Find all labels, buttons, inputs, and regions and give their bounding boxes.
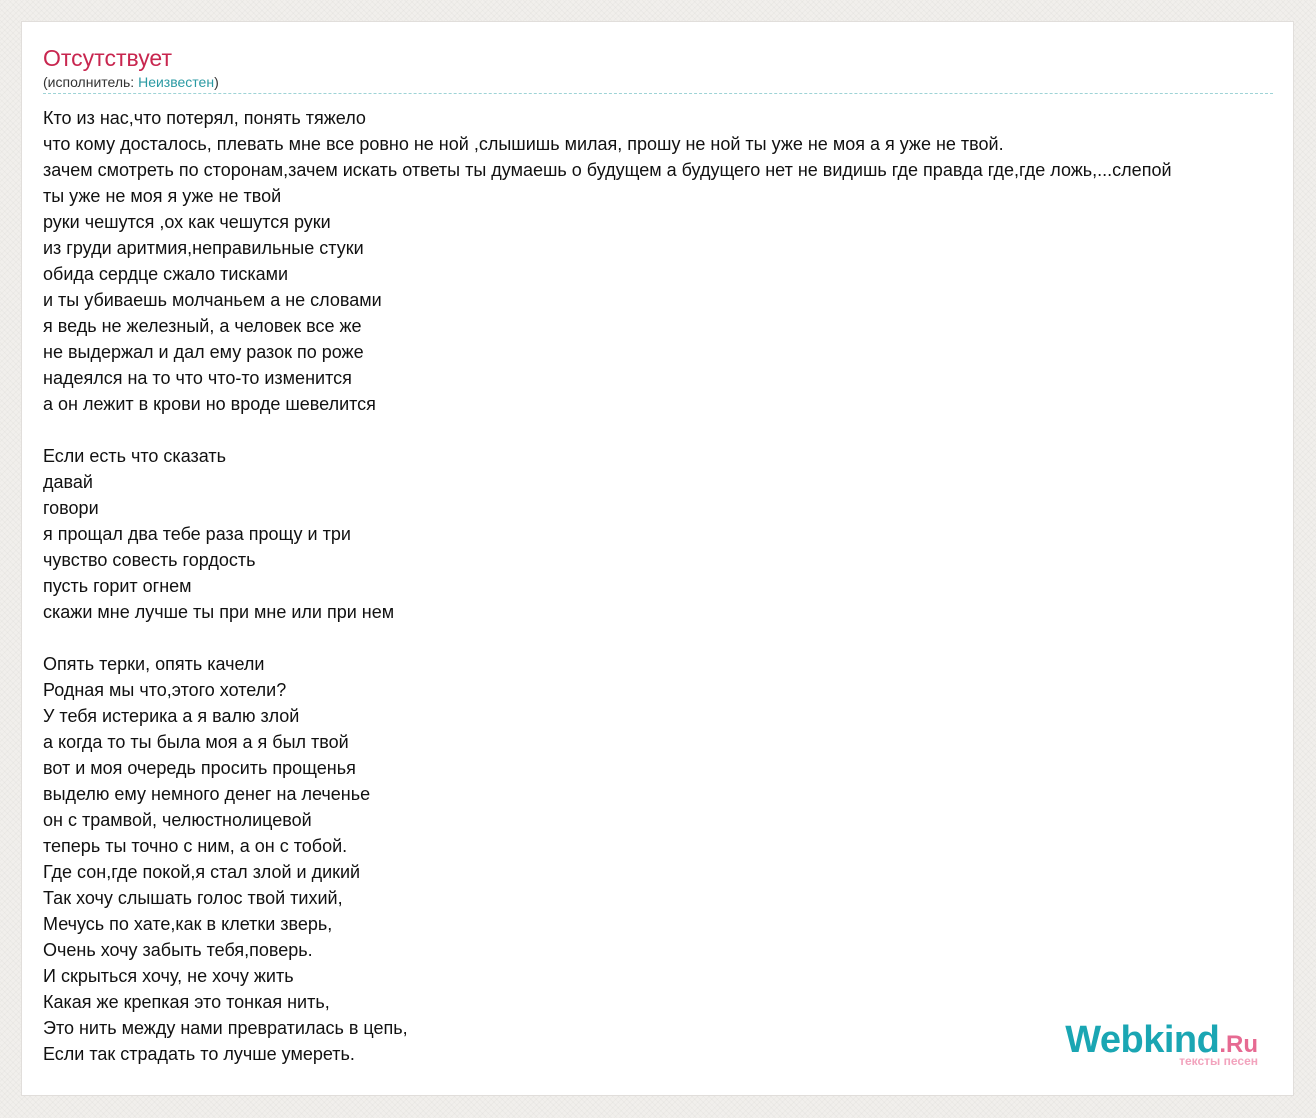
- lyric-line: пусть горит огнем: [43, 576, 192, 596]
- site-logo[interactable]: [1065, 1019, 1258, 1068]
- song-title: Отсутствует: [43, 45, 172, 71]
- lyric-line: Если так страдать то лучше умереть.: [43, 1044, 355, 1064]
- lyric-line: Так хочу слышать голос твой тихий,: [43, 888, 343, 908]
- lyrics-stanza: [43, 443, 1294, 625]
- lyric-line: чувство совесть гордость: [43, 550, 256, 570]
- lyric-line: Где сон,где покой,я стал злой и дикий: [43, 862, 361, 882]
- artist-prefix: (исполнитель:: [43, 74, 139, 90]
- lyric-line: а он лежит в крови но вроде шевелится: [43, 394, 376, 414]
- lyric-line: из груди аритмия,неправильные стуки: [43, 238, 364, 258]
- artist-suffix: ): [214, 74, 219, 90]
- lyric-line: давай: [43, 472, 93, 492]
- lyric-line: выделю ему немного денег на леченье: [43, 784, 371, 804]
- lyric-line: Это нить между нами превратилась в цепь,: [43, 1018, 408, 1038]
- lyrics-text: [43, 105, 1294, 1093]
- lyric-line: обида сердце сжало тисками: [43, 264, 289, 284]
- lyric-line: скажи мне лучше ты при мне или при нем: [43, 602, 395, 622]
- lyric-line: Опять терки, опять качели: [43, 654, 265, 674]
- lyric-line: Кто из нас,что потерял, понять тяжело: [43, 108, 366, 128]
- lyric-line: Родная мы что,этого хотели?: [43, 680, 287, 700]
- lyric-line: он с трамвой, челюстнолицевой: [43, 810, 312, 830]
- logo-domain-suffix: .Ru: [1219, 1031, 1258, 1058]
- lyrics-card: [21, 21, 1294, 1096]
- artist-link[interactable]: Неизвестен: [138, 74, 215, 90]
- lyric-line: вот и моя очередь просить прощенья: [43, 758, 356, 778]
- lyric-line: говори: [43, 498, 99, 518]
- lyric-line: что кому досталось, плевать мне все ровно не ной ,слышишь милая, прошу не ной ты уже не моя а я уже не твой.: [43, 134, 1004, 154]
- lyric-line: Мечусь по хате,как в клетки зверь,: [43, 914, 333, 934]
- lyric-line: У тебя истерика а я валю злой: [43, 706, 300, 726]
- logo-tagline: тексты песен: [1179, 1054, 1258, 1068]
- lyric-line: Очень хочу забыть тебя,поверь.: [43, 940, 313, 960]
- lyric-line: Если есть что сказать: [43, 446, 226, 466]
- lyric-line: теперь ты точно с ним, а он с тобой.: [43, 836, 348, 856]
- lyric-line: и ты убиваешь молчаньем а не словами: [43, 290, 382, 310]
- artist-line: [43, 73, 219, 91]
- lyric-line: я прощал два тебе раза прощу и три: [43, 524, 351, 544]
- lyric-line: я ведь не железный, а человек все же: [43, 316, 362, 336]
- lyrics-stanza: [43, 105, 1294, 417]
- lyric-line: ты уже не моя я уже не твой: [43, 186, 282, 206]
- lyric-line: зачем смотреть по сторонам,зачем искать ответы ты думаешь о будущем а будущего нет не видишь где правда где,где ложь,...слепой: [43, 160, 1172, 180]
- lyrics-stanza: [43, 651, 1294, 1067]
- lyric-line: Какая же крепкая это тонкая нить,: [43, 992, 330, 1012]
- lyric-line: а когда то ты была моя а я был твой: [43, 732, 349, 752]
- logo-wordmark: Webkind: [1065, 1019, 1220, 1061]
- title-divider: [43, 93, 1273, 94]
- lyric-line: руки чешутся ,ох как чешутся руки: [43, 212, 331, 232]
- lyric-line: надеялся на то что что-то изменится: [43, 368, 352, 388]
- lyric-line: И скрыться хочу, не хочу жить: [43, 966, 294, 986]
- lyric-line: не выдержал и дал ему разок по роже: [43, 342, 364, 362]
